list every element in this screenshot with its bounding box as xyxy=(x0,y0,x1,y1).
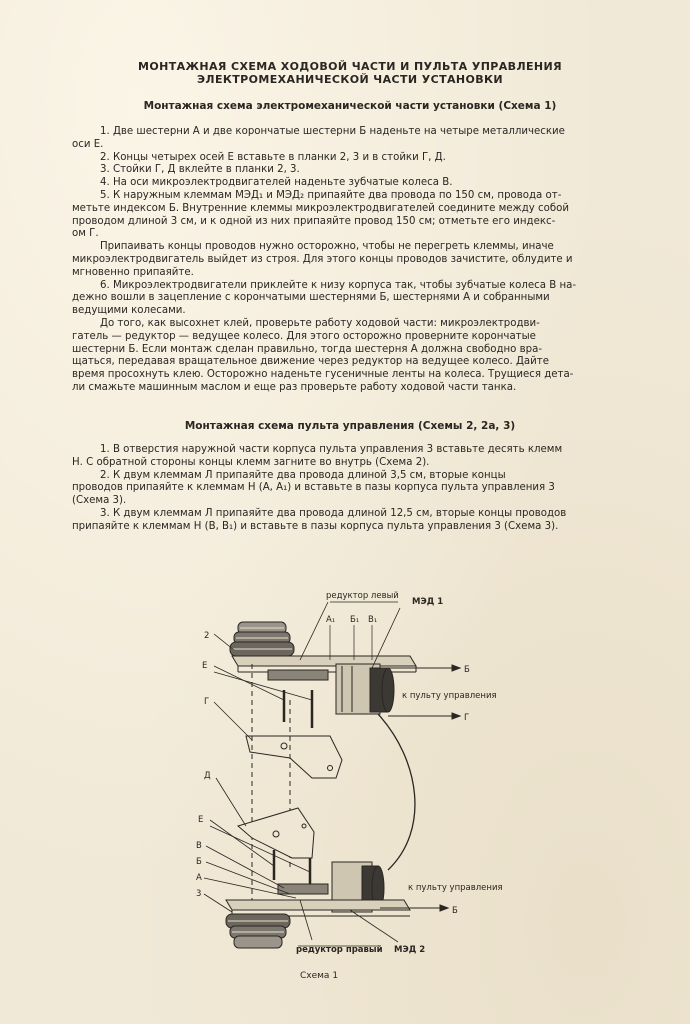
label-b-right: Б xyxy=(452,906,458,916)
label-d: Д xyxy=(204,771,211,781)
text-line: проводом длиной 3 см, и к одной из них припаяйте провод 150 см; отметьте его индекс- xyxy=(72,215,556,227)
text-line: гатель — редуктор — ведущее колесо. Для этого осторожно проверните корончатые xyxy=(72,330,536,342)
text-line: щаться, передавая вращательное движение через редуктор на ведущее колесо. Дайте xyxy=(72,356,549,368)
diagram-caption: Схема 1 xyxy=(300,971,339,981)
label-e-top: Е xyxy=(202,661,208,671)
text-line: дежно вошли в зацепление с корончатыми шестернями Б, шестернями А и собранными xyxy=(72,292,550,304)
top-small-gears xyxy=(268,670,328,680)
text-line: До того, как высохнет клей, проверьте работу ходовой части: микроэлектродви- xyxy=(100,317,540,329)
text-line: шестерни Б. Если монтаж сделан правильно, тогда шестерня А должна свободно вра- xyxy=(72,343,543,355)
text-line: 2. К двум клеммам Л припаяйте два провода длиной 3,5 см, вторые концы xyxy=(100,469,506,481)
title-line-2: ЭЛЕКТРОМЕХАНИЧЕСКОЙ ЧАСТИ УСТАНОВКИ xyxy=(196,73,504,86)
top-gear-stack xyxy=(230,622,294,656)
text-line: 3. Стойки Г, Д вклейте в планки 2, 3. xyxy=(100,164,300,176)
text-line: оси Е. xyxy=(72,138,104,150)
text-line: (Схема 3). xyxy=(72,495,127,507)
stand-d xyxy=(238,808,314,858)
text-line: время просохнуть клею. Осторожно наденьте гусеничные ленты на колеса. Трущиеся дета- xyxy=(72,369,574,381)
text-line: 4. На оси микроэлектродвигателей наденьте зубчатые колеса В. xyxy=(100,177,453,189)
label-g-right: Г xyxy=(464,713,470,723)
label-b-bottom: Б xyxy=(196,857,202,867)
text-line: проводов припаяйте к клеммам Н (А, А₁) и вставьте в пазы корпуса пульта управления 3 xyxy=(72,482,555,494)
label-med2: МЭД 2 xyxy=(394,945,426,955)
section-1-heading: Монтажная схема электромеханической части установки (Схема 1) xyxy=(143,100,557,112)
motor-med1 xyxy=(336,664,394,714)
label-b1: Б₁ xyxy=(350,615,360,625)
text-line: 5. К наружным клеммам МЭД₁ и МЭД₂ припаяйте два провода по 150 см, провода от- xyxy=(100,189,562,201)
text-line: ведущими колесами. xyxy=(72,305,186,317)
text-line: 6. Микроэлектродвигатели приклейте к низу корпуса так, чтобы зубчатые колеса В на- xyxy=(100,279,577,291)
label-to-panel-bottom: к пульту управления xyxy=(408,883,503,893)
label-reducer-left: редуктор левый xyxy=(326,591,399,601)
label-v: В xyxy=(196,841,202,851)
stand-g xyxy=(246,736,342,778)
label-3: 3 xyxy=(196,889,202,899)
label-2: 2 xyxy=(204,631,210,641)
text-line: 3. К двум клеммам Л припаяйте два провода длиной 12,5 см, вторые концы проводов xyxy=(100,507,567,519)
text-line: ом Г. xyxy=(72,228,99,240)
label-v1: В₁ xyxy=(368,615,378,625)
text-line: Припаивать концы проводов нужно осторожно, чтобы не перегреть клеммы, иначе xyxy=(100,241,554,253)
text-line: Н. С обратной стороны концы клемм загните во внутрь (Схема 2). xyxy=(72,456,430,468)
title-line-1: МОНТАЖНАЯ СХЕМА ХОДОВОЙ ЧАСТИ И ПУЛЬТА УПРАВЛЕНИЯ xyxy=(138,60,562,73)
label-reducer-right: редуктор правый xyxy=(296,945,383,955)
label-to-panel-top: к пульту управления xyxy=(402,691,497,701)
text-line: ли смажьте машинным маслом и еще раз проверьте работу ходовой части танка. xyxy=(72,381,517,393)
text-line: 1. В отверстия наружной части корпуса пульта управления 3 вставьте десять клемм xyxy=(100,444,563,455)
label-b-top: Б xyxy=(464,665,470,675)
section-2-heading: Монтажная схема пульта управления (Схемы 2, 2а, 3) xyxy=(184,420,516,432)
text-line: припаяйте к клеммам Н (В, В₁) и вставьте в пазы корпуса пульта управления 3 (Схема 3). xyxy=(72,520,559,532)
label-a1: А₁ xyxy=(326,615,336,625)
label-a: А xyxy=(196,873,202,883)
text-line: 2. Концы четырех осей Е вставьте в планки 2, 3 и в стойки Г, Д. xyxy=(100,151,446,163)
text-line: микроэлектродвигатель выйдет из строя. Для этого концы проводов зачистите, облудите и xyxy=(72,253,573,265)
text-line: мгновенно припаяйте. xyxy=(72,266,194,278)
label-e-bottom: Е xyxy=(198,815,204,825)
label-g-left: Г xyxy=(204,697,210,707)
text-line: 1. Две шестерни А и две корончатые шестерни Б наденьте на четыре металлические xyxy=(100,126,565,137)
label-med1: МЭД 1 xyxy=(412,597,444,607)
bottom-gear-stack xyxy=(226,914,290,948)
text-line: метьте индексом Б. Внутренние клеммы микроэлектродвигателей соедините между собой xyxy=(72,202,570,214)
